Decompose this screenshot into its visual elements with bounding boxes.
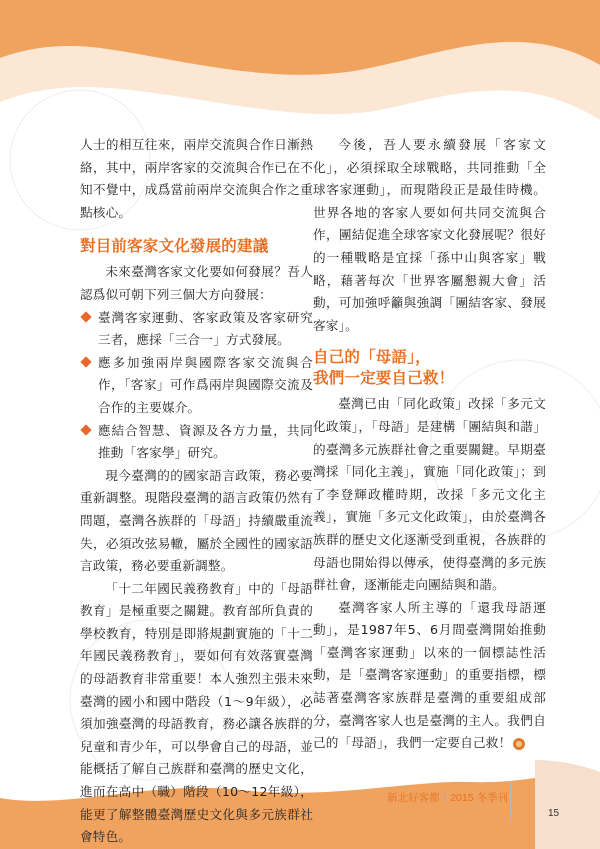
side-tab [535,760,600,849]
movement-text: 臺灣客家人所主導的「還我母語運動」，是1987年5、6月間臺灣開始推動「臺灣客家運動」以來的一個標誌性活動，是「臺灣客家運動」的重要指標，標誌著臺灣客家族群是臺灣的重要組成部分，臺灣客家人也是臺灣的主人。我們自己的「母語」，我們一定要自己救！ [313,599,546,751]
heading-line-2: 我們一定要自己救！ [313,369,455,388]
section-heading-mother-tongue [313,347,546,389]
orange-diamond-icon [80,356,91,367]
paragraph-mother-tongue-education: 「十二年國民義務教育」中的「母語教育」是極重要之關鍵。教育部所負責的學校教育，特別是即將規劃實施的「十二年國民義務教育」，要如何有效落實臺灣的母語教育非常重要！本人強烈主張未來臺灣的國小和國中階段（1～9年級），必須加強臺灣的母語教育，務必讓各族群的兒童和青少年，可以學會自己的母語，並能概括了解自己族群和臺灣的歷史文化，進而在高中（職）階段（10～12年級），能更了解整體臺灣歷史文化與多元族群社會特色。 [80,580,313,845]
list-item-text: 應結合智慧、資源及各方力量，共同推動「客家學」研究。 [98,422,313,461]
magazine-name: 新北好客都 [386,792,440,804]
orange-diamond-icon [80,311,91,322]
paragraph-intro: 人士的相互往來，兩岸交流與合作日漸熱絡，其中，兩岸客家的交流與合作已在不知不覺中，成爲當前兩岸交流與合作之重點核心。 [80,137,313,220]
issue-label: 2015 冬季刊 [450,792,508,804]
list-item [80,352,313,420]
suggestion-list [80,307,313,465]
list-item [80,420,313,465]
page-number: 15 [548,808,560,819]
left-column [80,134,313,849]
footer-magazine-info [387,790,508,805]
list-item-text: 應多加強兩岸與國際客家交流與合作，「客家」可作爲兩岸與國際交流及合作的主要媒介。 [98,354,313,415]
paragraph-language-policy: 現今臺灣的的國家語言政策，務必要重新調整。現階段臺灣的語言政策仍然有問題，臺灣各族群的「母語」持續嚴重流失，必須改弦易轍，屬於全國性的國家語言政策，務必要重新調整。 [80,467,313,574]
paragraph-mother-tongue-movement [313,597,546,755]
right-column [313,134,546,755]
heading-line-1: 自己的「母語」， [313,348,431,367]
footer-separator: | [443,792,447,804]
orange-diamond-icon [80,424,91,435]
paragraph-suggestions: 未來臺灣客家文化要如何發展？吾人認爲似可朝下列三個大方向發展： [80,264,313,302]
paragraph-multicultural-policy: 臺灣已由「同化政策」改採「多元文化政策」，「母語」是建構「團結與和諧」的臺灣多元族群社會之重要關鍵。早期臺灣採「同化主義」，實施「同化政策」；到了李登輝政權時期，改採「多元文化主義」，實施「多元文化政策」，由於臺灣各族群的歷史文化逐漸受到重視，各族群的母語也開始得以傳承，使得臺灣的多元族群社會，逐漸能走向團結與和諧。 [313,396,546,593]
footer-divider [510,781,511,821]
list-item-text: 臺灣客家運動、客家政策及客家研究三者，應採「三合一」方式發展。 [98,309,313,348]
list-item [80,307,313,352]
paragraph-global-strategy: 今後，吾人要永續發展「客家文化」，必須採取全球戰略，共同推動「全球客家運動」，而現階段正是最佳時機。世界各地的客家人要如何共同交流與合作，團結促進全球客家文化發展呢？很好的一種戰略是宜採「孫中山與客家」戰略，藉著每次「世界客屬懇親大會」活動，可加強呼籲與強調「團結客家、發展客家」。 [313,137,546,333]
section-heading-suggestions: 對目前客家文化發展的建議 [80,237,269,256]
hakka-end-mark-icon [513,738,525,750]
